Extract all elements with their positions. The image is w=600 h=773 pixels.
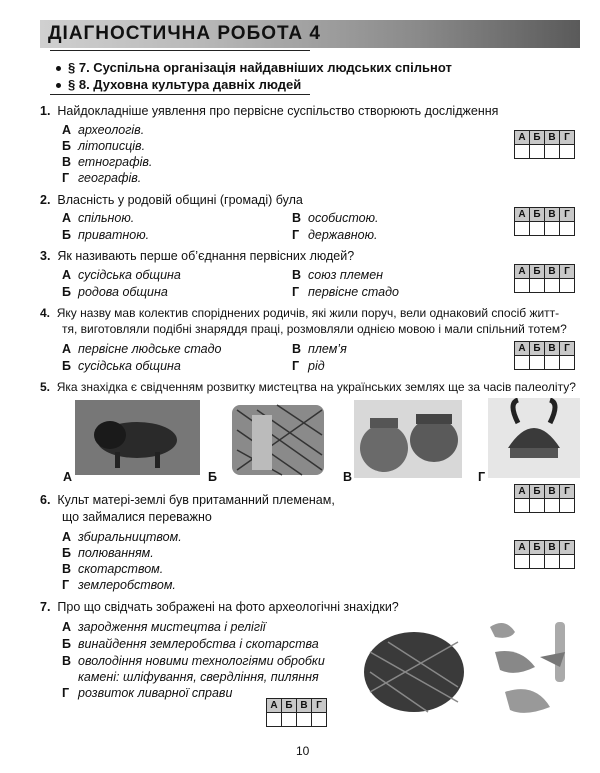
option[interactable]: Б родова община	[62, 285, 168, 299]
option[interactable]: Г географів.	[62, 171, 142, 185]
option[interactable]: Г первісне стадо	[292, 285, 399, 299]
photo-clay-pots	[354, 400, 462, 478]
answer-grid[interactable]: А Б В Г	[266, 698, 327, 727]
header-banner	[40, 20, 580, 48]
answer-grid[interactable]: А Б В Г	[514, 341, 575, 370]
option[interactable]: В союз племен	[292, 268, 384, 282]
photo-bison-painting	[75, 400, 200, 475]
question-6-cont: що займалися переважно	[62, 510, 212, 524]
question-3: 3. Як називають перше об’єднання первісних людей?	[40, 249, 355, 263]
option[interactable]: Г державною.	[292, 228, 378, 242]
question-5: 5. Яка знахідка є свідченням розвитку мистецтва на українських землях ще за часів палеоліту?	[40, 380, 576, 394]
answer-grid[interactable]: А Б В Г	[514, 264, 575, 293]
page-title: ДІАГНОСТИЧНА РОБОТА 4	[48, 23, 322, 44]
question-7: 7. Про що свідчать зображені на фото археологічні знахідки?	[40, 600, 399, 614]
option[interactable]: Б винайдення землеробства і скотарства	[62, 637, 319, 651]
option[interactable]: А спільною.	[62, 211, 135, 225]
photo-carved-bracelet	[222, 400, 334, 480]
answer-grid[interactable]: А Б В Г	[514, 130, 575, 159]
option[interactable]: Б приватною.	[62, 228, 150, 242]
answer-grid[interactable]: А Б В Г	[514, 540, 575, 569]
question-2: 2. Власність у родовій общині (громаді) була	[40, 193, 303, 207]
option[interactable]: А збиральництвом.	[62, 530, 182, 544]
page-number: 10	[296, 744, 310, 758]
option[interactable]: А археологів.	[62, 123, 145, 137]
divider	[50, 50, 310, 51]
divider	[50, 94, 310, 95]
option[interactable]: А первісне людське стадо	[62, 342, 222, 356]
question-4-cont: тя, виготовляли подібні знаряддя праці, розмовляли однією мовою і мали спільний тотем?	[62, 322, 567, 336]
picture-label: Г	[478, 470, 486, 484]
question-4: 4. Яку назву мав колектив споріднених родичів, які жили поруч, вели однаковий спосіб житт-	[40, 306, 560, 320]
option-cont: камені: шліфування, свердління, пиляння	[78, 670, 319, 684]
option[interactable]: Б полюванням.	[62, 546, 154, 560]
photo-carved-bracelet	[358, 622, 470, 717]
answer-grid[interactable]: А Б В Г	[514, 484, 575, 513]
picture-label: А	[63, 470, 73, 484]
option[interactable]: А зародження мистецтва і релігії	[62, 620, 266, 634]
answer-grid[interactable]: А Б В Г	[514, 207, 575, 236]
bullet-icon	[56, 83, 61, 88]
option[interactable]: В оволодіння новими технологіями обробки	[62, 654, 325, 668]
picture-label: Б	[208, 470, 217, 484]
bullet-icon	[56, 66, 61, 71]
question-1: 1. Найдокладніше уявлення про первісне суспільство створюють дослідження	[40, 104, 499, 118]
topic-item: § 8. Духовна культура давніх людей	[56, 77, 301, 92]
photo-helmet	[488, 398, 580, 478]
option[interactable]: В скотарством.	[62, 562, 164, 576]
picture-label: В	[343, 470, 353, 484]
option[interactable]: Б літописців.	[62, 139, 146, 153]
option[interactable]: А сусідська община	[62, 268, 181, 282]
option[interactable]: Г землеробством.	[62, 578, 176, 592]
option[interactable]: Г розвиток ливарної справи	[62, 686, 233, 700]
question-6: 6. Культ матері-землі був притаманний племенам,	[40, 493, 335, 507]
option[interactable]: В особистою.	[292, 211, 379, 225]
option[interactable]: Г рід	[292, 359, 325, 373]
option[interactable]: В етнографів.	[62, 155, 153, 169]
topic-item: § 7. Суспільна організація найдавніших людських спільнот	[56, 60, 452, 75]
option[interactable]: В плем’я	[292, 342, 347, 356]
photo-bone-artifacts	[480, 612, 580, 727]
option[interactable]: Б сусідська община	[62, 359, 181, 373]
